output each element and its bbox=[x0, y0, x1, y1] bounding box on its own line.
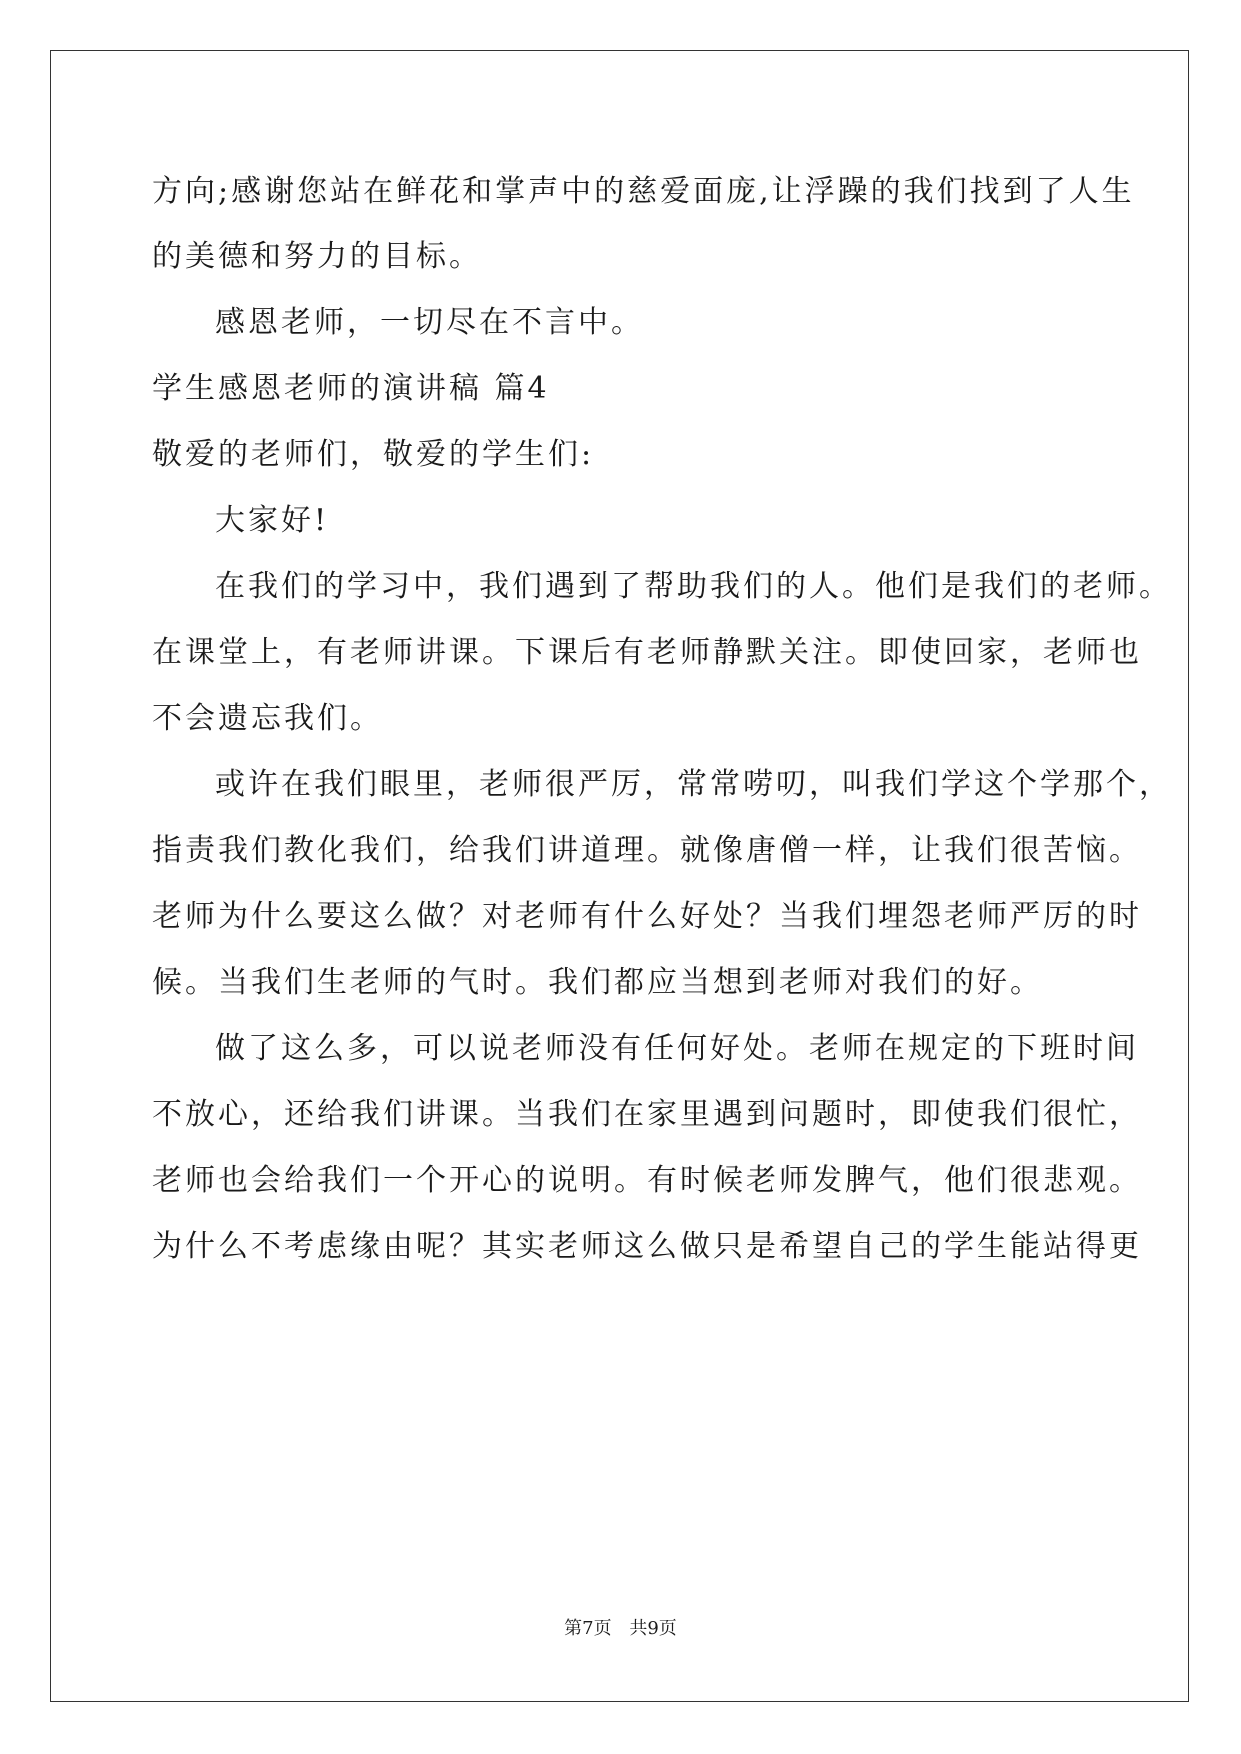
body-line: 指责我们教化我们，给我们讲道理。就像唐僧一样，让我们很苦恼。 bbox=[152, 833, 1142, 868]
body-line: 为什么不考虑缘由呢？其实老师这么做只是希望自己的学生能站得更 bbox=[152, 1229, 1142, 1264]
body-line: 做了这么多，可以说老师没有任何好处。老师在规定的下班时间 bbox=[215, 1031, 1139, 1066]
greeting: 大家好! bbox=[215, 503, 330, 538]
body-line: 的美德和努力的目标。 bbox=[152, 239, 482, 274]
body-line: 老师为什么要这么做？对老师有什么好处？当我们埋怨老师严厉的时 bbox=[152, 899, 1142, 934]
body-line: 老师也会给我们一个开心的说明。有时候老师发脾气，他们很悲观。 bbox=[152, 1163, 1142, 1198]
body-line: 方向;感谢您站在鲜花和掌声中的慈爱面庞,让浮躁的我们找到了人生 bbox=[152, 174, 1135, 209]
total-pages-label: 共9页 bbox=[629, 1618, 677, 1639]
page-border bbox=[50, 50, 1189, 1702]
body-line: 在课堂上，有老师讲课。下课后有老师静默关注。即使回家，老师也 bbox=[152, 635, 1142, 670]
body-line: 感恩老师，一切尽在不言中。 bbox=[215, 305, 644, 340]
body-line: 不会遗忘我们。 bbox=[152, 701, 383, 736]
body-line: 在我们的学习中，我们遇到了帮助我们的人。他们是我们的老师。 bbox=[215, 569, 1172, 604]
body-line: 或许在我们眼里，老师很严厉，常常唠叨，叫我们学这个学那个， bbox=[215, 767, 1172, 802]
page-footer bbox=[0, 1617, 1241, 1641]
section-heading: 学生感恩老师的演讲稿 篇4 bbox=[152, 371, 550, 406]
body-line: 不放心，还给我们讲课。当我们在家里遇到问题时，即使我们很忙， bbox=[152, 1097, 1142, 1132]
body-line: 候。当我们生老师的气时。我们都应当想到老师对我们的好。 bbox=[152, 965, 1043, 1000]
salutation: 敬爱的老师们，敬爱的学生们: bbox=[152, 437, 595, 472]
current-page-label: 第7页 bbox=[564, 1618, 612, 1639]
